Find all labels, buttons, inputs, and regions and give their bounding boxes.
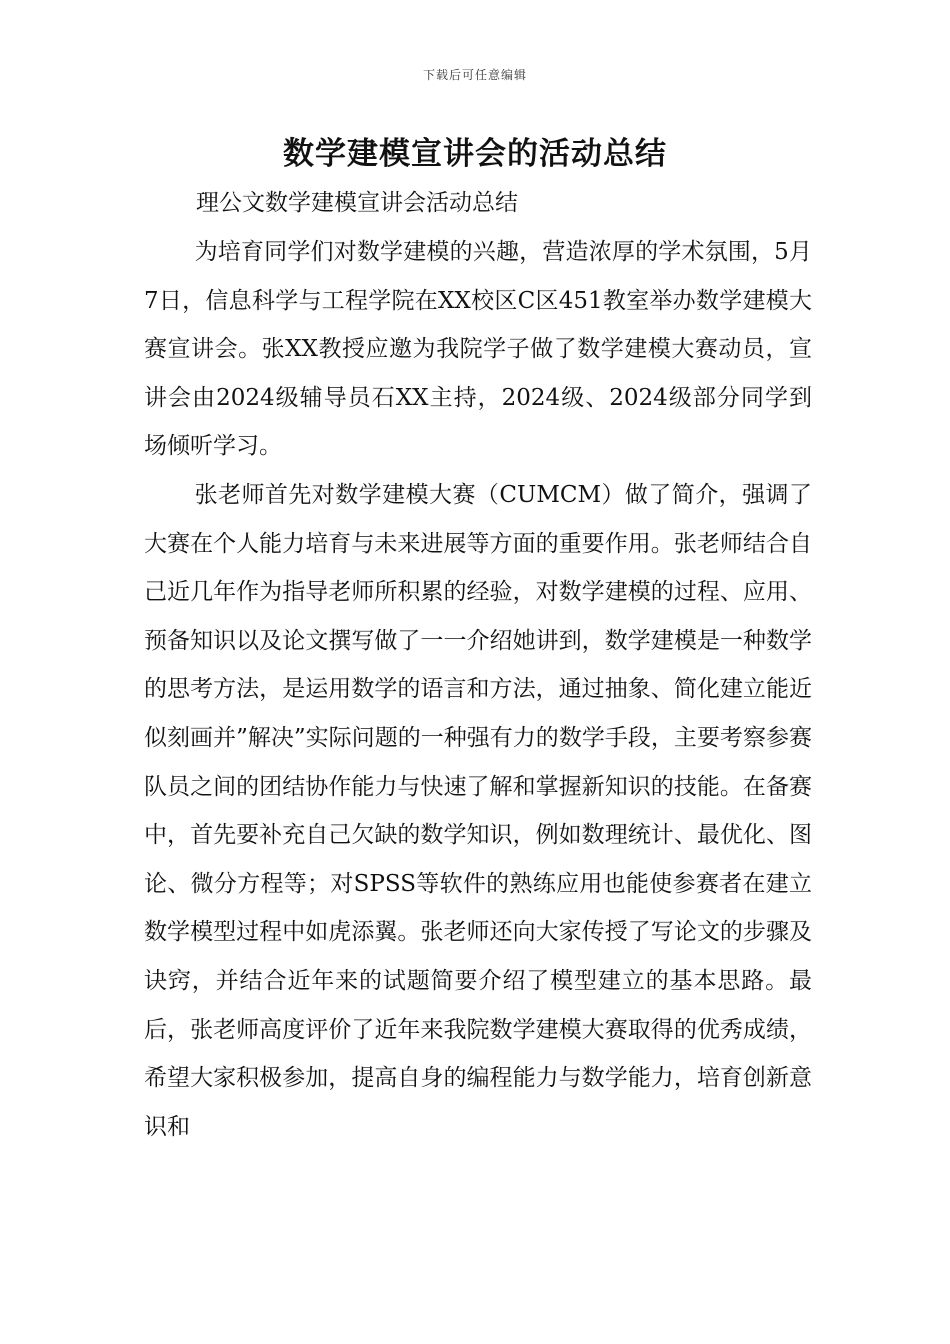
document-body (144, 228, 812, 1151)
paragraph: 张老师首先对数学建模大赛（CUMCM）做了简介，强调了大赛在个人能力培育与未来进展等方面的重要作用。张老师结合自己近几年作为指导老师所积累的经验，对数学建模的过程、应用、预备知识以及论文撰写做了一一介绍她讲到，数学建模是一种数学的思考方法，是运用数学的语言和方法，通过抽象、简化建立能近似刻画并”解决”实际问题的一种强有力的数学手段，主要考察参赛队员之间的团结协作能力与快速了解和掌握新知识的技能。在备赛中，首先要补充自己欠缺的数学知识，例如数理统计、最优化、图论、微分方程等；对SPSS等软件的熟练应用也能使参赛者在建立数学模型过程中如虎添翼。张老师还向大家传授了写论文的步骤及诀窍，并结合近年来的试题简要介绍了模型建立的基本思路。最后，张老师高度评价了近年来我院数学建模大赛取得的优秀成绩，希望大家积极参加，提高自身的编程能力与数学能力，培育创新意识和 (144, 481, 812, 1140)
paragraph: 为培育同学们对数学建模的兴趣，营造浓厚的学术氛围，5月7日，信息科学与工程学院在XX校区C区451教室举办数学建模大赛宣讲会。张XX教授应邀为我院学子做了数学建模大赛动员，宣讲会由2024级辅导员石XX主持，2024级、2024级部分同学到场倾听学习。 (144, 239, 812, 460)
document-title: 数学建模宣讲会的活动总结 (283, 136, 667, 172)
document-subtitle: 理公文数学建模宣讲会活动总结 (196, 190, 518, 216)
header-note: 下载后可任意编辑 (422, 68, 527, 82)
